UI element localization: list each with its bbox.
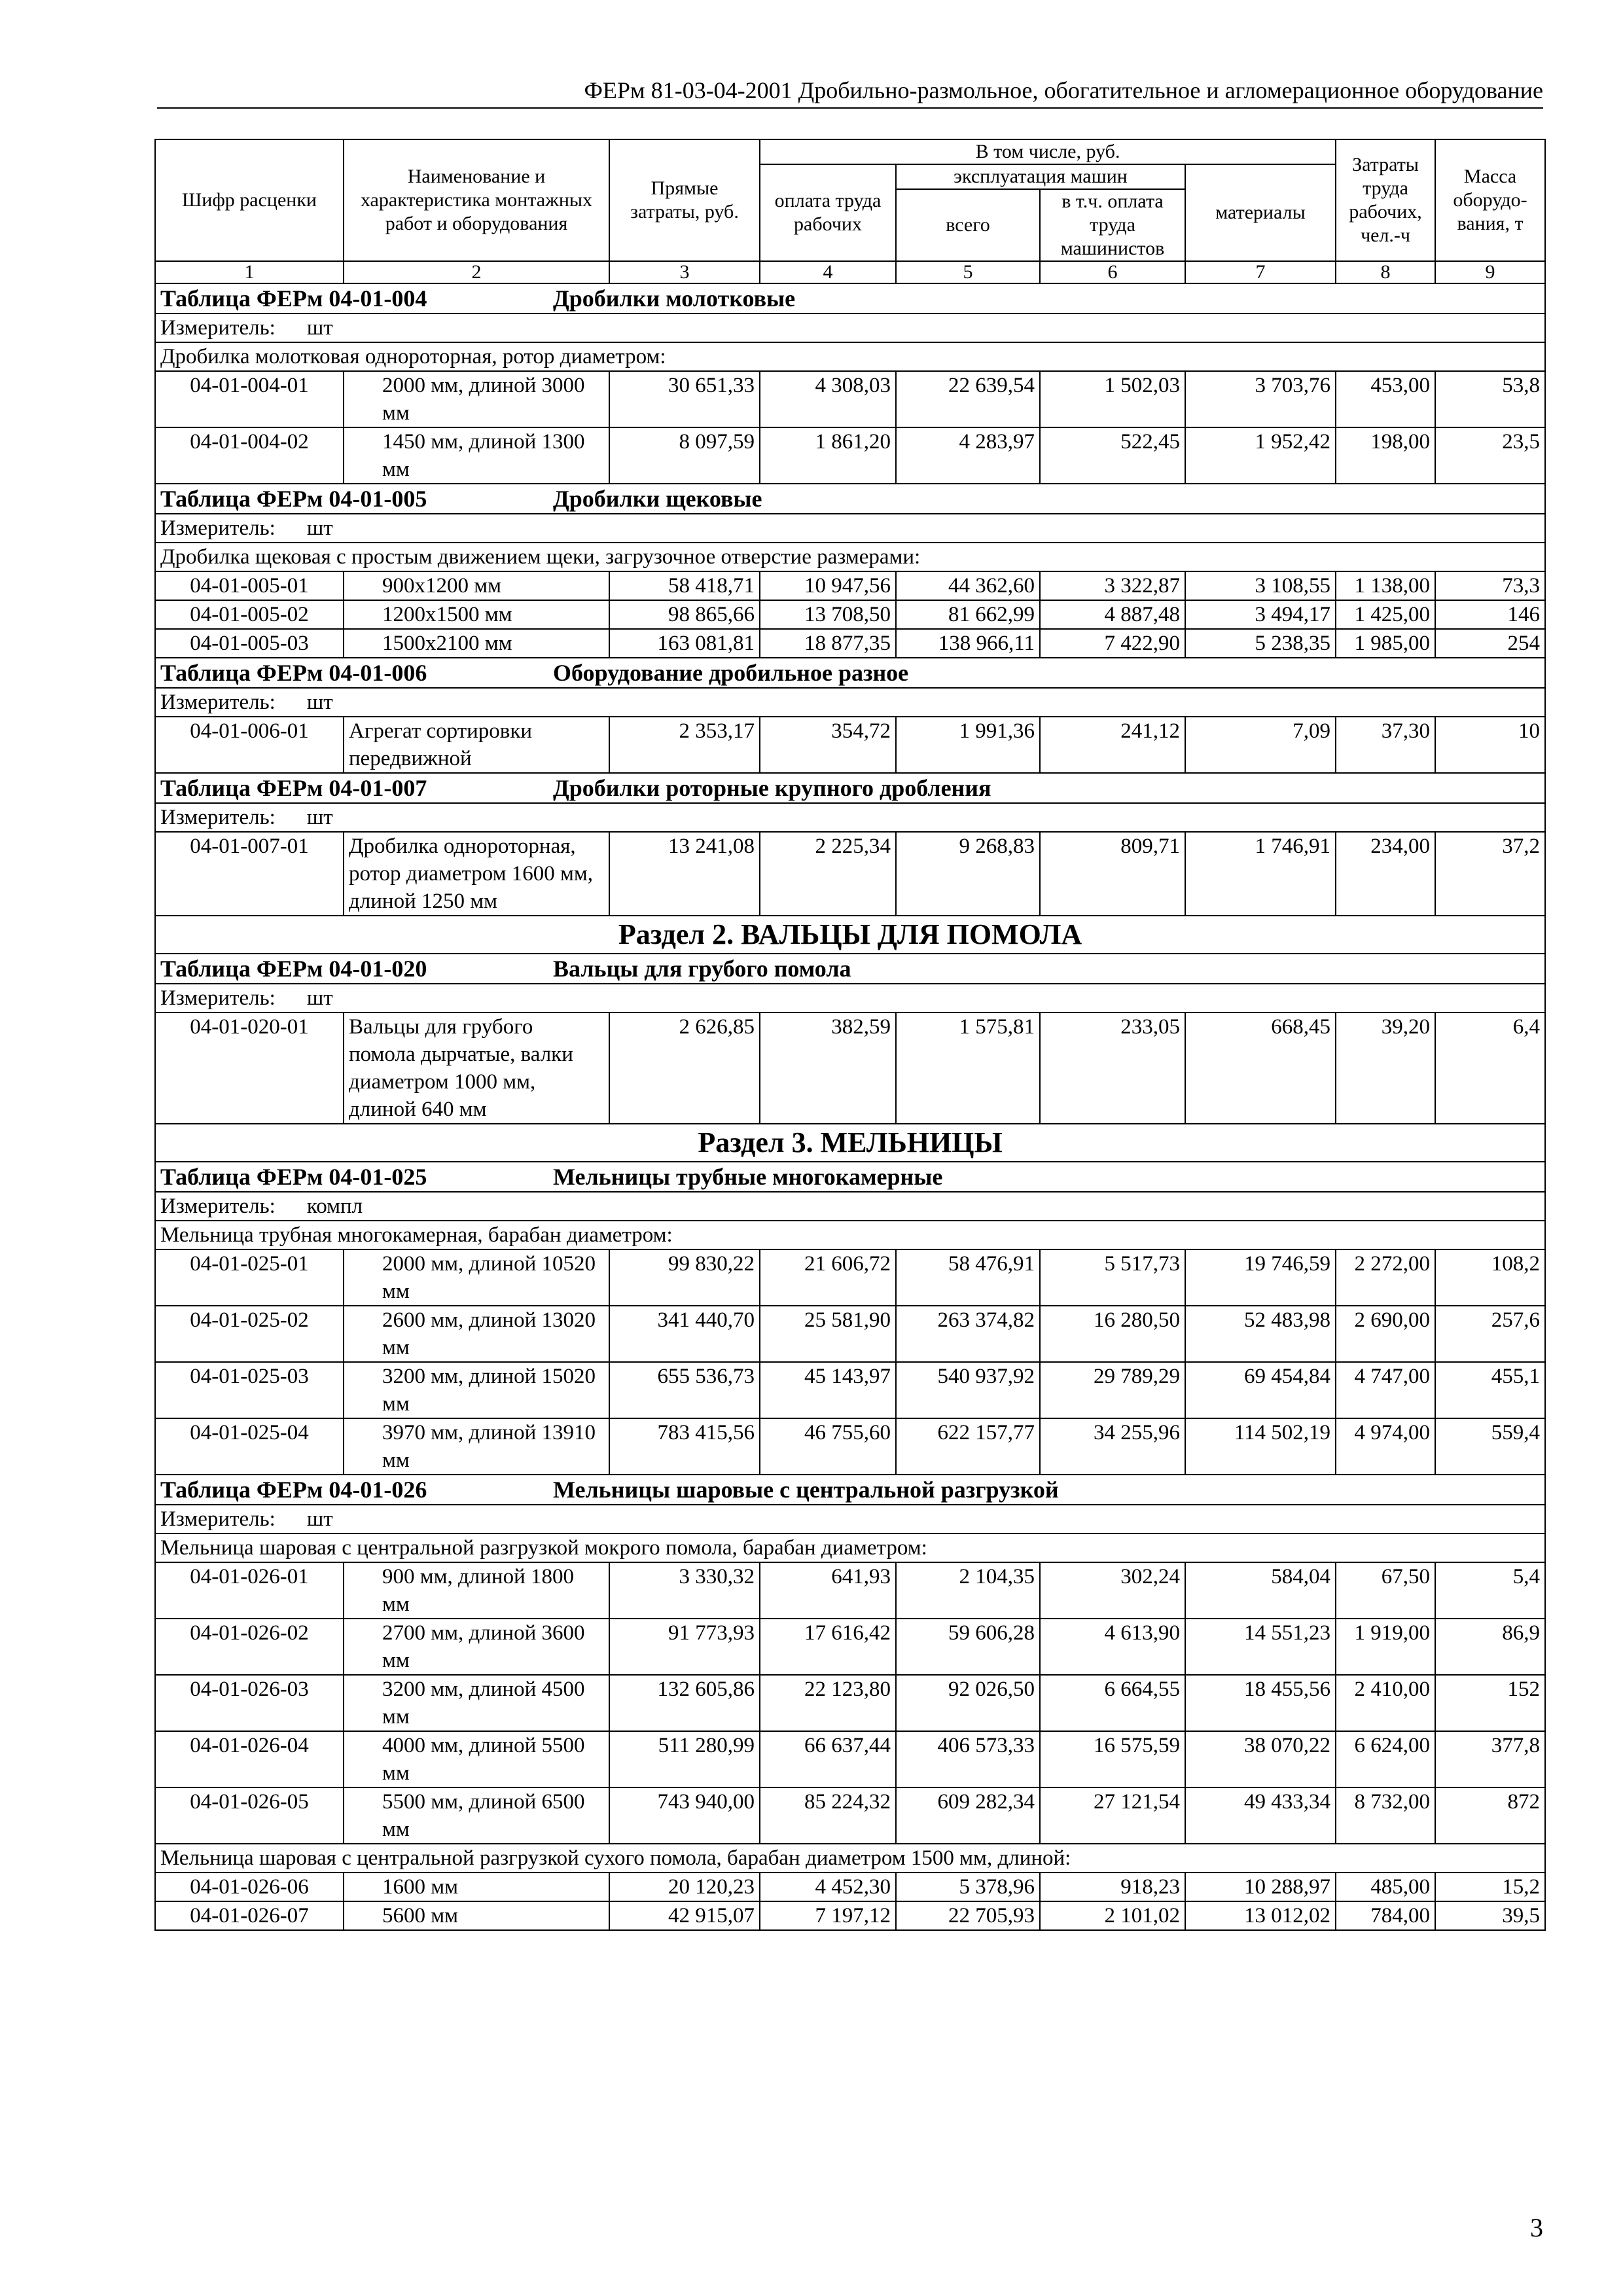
section-row <box>155 1124 1545 1162</box>
measure-label: Измеритель: <box>160 806 276 829</box>
cell-mass: 108,2 <box>1435 1249 1545 1306</box>
cell-wages: 18 877,35 <box>760 629 896 658</box>
cell-materials: 668,45 <box>1185 1013 1336 1124</box>
cell-mass: 152 <box>1435 1675 1545 1731</box>
cell-materials: 1 746,91 <box>1185 832 1336 916</box>
table-row <box>155 571 1545 600</box>
cell-wages: 354,72 <box>760 717 896 773</box>
cell-name: 3200 мм, длиной 4500 мм <box>344 1675 609 1731</box>
cell-direct: 783 415,56 <box>609 1418 760 1475</box>
table-title-row <box>155 1162 1545 1192</box>
cell-code: 04-01-026-07 <box>155 1901 344 1930</box>
cell-machines-total: 4 283,97 <box>896 427 1040 484</box>
cell-direct: 99 830,22 <box>609 1249 760 1306</box>
measure-row <box>155 314 1545 342</box>
col-header-direct: Прямые затраты, руб. <box>609 139 760 261</box>
cell-code: 04-01-026-02 <box>155 1619 344 1675</box>
group-heading: Дробилка щековая с простым движением щеки, загрузочное отверстие размерами: <box>155 543 1545 571</box>
cell-machines-wages: 27 121,54 <box>1040 1787 1185 1844</box>
table-title-cell <box>155 954 1545 984</box>
measure-row <box>155 1192 1545 1221</box>
table-code: Таблица ФЕРм 04-01-007 <box>160 775 427 801</box>
measure-unit: шт <box>306 1507 333 1531</box>
measure-unit: шт <box>306 316 333 340</box>
cell-mass: 146 <box>1435 600 1545 629</box>
cell-name: 1500x2100 мм <box>344 629 609 658</box>
measure-cell <box>155 1505 1545 1534</box>
cell-labor: 1 138,00 <box>1336 571 1435 600</box>
cell-labor: 485,00 <box>1336 1873 1435 1901</box>
cell-mass: 10 <box>1435 717 1545 773</box>
col-header-code: Шифр расценки <box>155 139 344 261</box>
section-row <box>155 916 1545 954</box>
table-row <box>155 1249 1545 1306</box>
cell-machines-wages: 3 322,87 <box>1040 571 1185 600</box>
cell-direct: 341 440,70 <box>609 1306 760 1362</box>
cell-wages: 66 637,44 <box>760 1731 896 1787</box>
cell-machines-total: 1 575,81 <box>896 1013 1040 1124</box>
cell-name: 3200 мм, длиной 15020 мм <box>344 1362 609 1418</box>
cell-code: 04-01-005-03 <box>155 629 344 658</box>
table-title-cell <box>155 1475 1545 1505</box>
measure-row <box>155 688 1545 717</box>
cell-machines-total: 406 573,33 <box>896 1731 1040 1787</box>
table-row <box>155 1562 1545 1619</box>
col-header-name: Наименование и характеристика монтажных работ и оборудования <box>344 139 609 261</box>
cell-machines-total: 59 606,28 <box>896 1619 1040 1675</box>
measure-cell <box>155 688 1545 717</box>
table-title-row <box>155 773 1545 803</box>
table-row <box>155 600 1545 629</box>
cell-machines-wages: 16 575,59 <box>1040 1731 1185 1787</box>
cell-machines-total: 609 282,34 <box>896 1787 1040 1844</box>
group-heading: Мельница трубная многокамерная, барабан диаметром: <box>155 1221 1545 1249</box>
table-title-row <box>155 484 1545 514</box>
cell-labor: 198,00 <box>1336 427 1435 484</box>
table-title-row <box>155 658 1545 688</box>
cell-wages: 85 224,32 <box>760 1787 896 1844</box>
cell-machines-wages: 29 789,29 <box>1040 1362 1185 1418</box>
cell-wages: 1 861,20 <box>760 427 896 484</box>
group-row <box>155 1534 1545 1562</box>
cell-name: 1600 мм <box>344 1873 609 1901</box>
table-row <box>155 1619 1545 1675</box>
column-number: 2 <box>344 261 609 283</box>
cell-materials: 18 455,56 <box>1185 1675 1336 1731</box>
cell-labor: 234,00 <box>1336 832 1435 916</box>
cell-wages: 45 143,97 <box>760 1362 896 1418</box>
measure-row <box>155 514 1545 543</box>
cell-mass: 53,8 <box>1435 371 1545 427</box>
measure-row <box>155 803 1545 832</box>
cell-mass: 5,4 <box>1435 1562 1545 1619</box>
cell-mass: 455,1 <box>1435 1362 1545 1418</box>
cell-wages: 7 197,12 <box>760 1901 896 1930</box>
cell-labor: 39,20 <box>1336 1013 1435 1124</box>
cell-labor: 4 974,00 <box>1336 1418 1435 1475</box>
cell-wages: 46 755,60 <box>760 1418 896 1475</box>
cell-direct: 30 651,33 <box>609 371 760 427</box>
cell-machines-wages: 241,12 <box>1040 717 1185 773</box>
measure-label: Измеритель: <box>160 1194 276 1218</box>
cell-direct: 20 120,23 <box>609 1873 760 1901</box>
cell-materials: 3 703,76 <box>1185 371 1336 427</box>
cell-machines-wages: 4 613,90 <box>1040 1619 1185 1675</box>
rates-table <box>154 139 1546 1931</box>
cell-machines-total: 5 378,96 <box>896 1873 1040 1901</box>
table-body <box>155 283 1545 1930</box>
cell-labor: 2 272,00 <box>1336 1249 1435 1306</box>
table-row <box>155 1362 1545 1418</box>
cell-labor: 453,00 <box>1336 371 1435 427</box>
column-numbers-row <box>155 261 1545 283</box>
cell-materials: 69 454,84 <box>1185 1362 1336 1418</box>
measure-row <box>155 1505 1545 1534</box>
measure-label: Измеритель: <box>160 516 276 540</box>
table-code: Таблица ФЕРм 04-01-020 <box>160 956 427 982</box>
cell-direct: 2 353,17 <box>609 717 760 773</box>
cell-machines-wages: 302,24 <box>1040 1562 1185 1619</box>
cell-machines-wages: 6 664,55 <box>1040 1675 1185 1731</box>
cell-materials: 114 502,19 <box>1185 1418 1336 1475</box>
table-row <box>155 1873 1545 1901</box>
cell-direct: 2 626,85 <box>609 1013 760 1124</box>
col-header-incl-wages: в т.ч. оплата труда машинистов <box>1040 189 1185 261</box>
cell-materials: 52 483,98 <box>1185 1306 1336 1362</box>
table-title-row <box>155 954 1545 984</box>
cell-direct: 13 241,08 <box>609 832 760 916</box>
cell-materials: 49 433,34 <box>1185 1787 1336 1844</box>
cell-name: Дробилка однороторная, ротор диаметром 1600 мм, длиной 1250 мм <box>344 832 609 916</box>
table-title-cell <box>155 773 1545 803</box>
cell-code: 04-01-025-03 <box>155 1362 344 1418</box>
cell-machines-wages: 809,71 <box>1040 832 1185 916</box>
cell-mass: 73,3 <box>1435 571 1545 600</box>
cell-name: 2000 мм, длиной 10520 мм <box>344 1249 609 1306</box>
cell-direct: 98 865,66 <box>609 600 760 629</box>
cell-direct: 8 097,59 <box>609 427 760 484</box>
cell-name: Вальцы для грубого помола дырчатые, валки диаметром 1000 мм, длиной 640 мм <box>344 1013 609 1124</box>
group-heading: Мельница шаровая с центральной разгрузкой мокрого помола, барабан диаметром: <box>155 1534 1545 1562</box>
cell-code: 04-01-020-01 <box>155 1013 344 1124</box>
cell-labor: 1 919,00 <box>1336 1619 1435 1675</box>
col-header-incl: В том числе, руб. <box>760 139 1336 164</box>
cell-direct: 91 773,93 <box>609 1619 760 1675</box>
cell-materials: 1 952,42 <box>1185 427 1336 484</box>
group-heading: Дробилка молотковая однороторная, ротор диаметром: <box>155 342 1545 371</box>
cell-name: 2700 мм, длиной 3600 мм <box>344 1619 609 1675</box>
col-header-wages: оплата труда рабочих <box>760 164 896 261</box>
cell-materials: 13 012,02 <box>1185 1901 1336 1930</box>
cell-mass: 15,2 <box>1435 1873 1545 1901</box>
cell-machines-total: 2 104,35 <box>896 1562 1040 1619</box>
cell-machines-wages: 7 422,90 <box>1040 629 1185 658</box>
measure-unit: шт <box>306 516 333 540</box>
table-title-cell <box>155 658 1545 688</box>
cell-code: 04-01-026-05 <box>155 1787 344 1844</box>
cell-direct: 58 418,71 <box>609 571 760 600</box>
cell-machines-wages: 34 255,96 <box>1040 1418 1185 1475</box>
column-number: 9 <box>1435 261 1545 283</box>
cell-materials: 7,09 <box>1185 717 1336 773</box>
col-header-labor: Затраты труда рабочих, чел.-ч <box>1336 139 1435 261</box>
measure-unit: шт <box>306 986 333 1010</box>
column-number: 4 <box>760 261 896 283</box>
group-row <box>155 543 1545 571</box>
cell-name: Агрегат сортировки передвижной <box>344 717 609 773</box>
cell-machines-total: 540 937,92 <box>896 1362 1040 1418</box>
table-title: Дробилки щековые <box>553 486 762 512</box>
measure-label: Измеритель: <box>160 1507 276 1531</box>
cell-materials: 3 108,55 <box>1185 571 1336 600</box>
table-title: Дробилки роторные крупного дробления <box>553 775 991 801</box>
cell-materials: 5 238,35 <box>1185 629 1336 658</box>
cell-code: 04-01-026-03 <box>155 1675 344 1731</box>
table-row <box>155 1787 1545 1844</box>
cell-machines-total: 22 639,54 <box>896 371 1040 427</box>
table-code: Таблица ФЕРм 04-01-006 <box>160 660 427 686</box>
cell-name: 5500 мм, длиной 6500 мм <box>344 1787 609 1844</box>
cell-machines-total: 138 966,11 <box>896 629 1040 658</box>
table-row <box>155 1901 1545 1930</box>
section-heading: Раздел 2. ВАЛЬЦЫ ДЛЯ ПОМОЛА <box>155 916 1545 954</box>
cell-code: 04-01-025-01 <box>155 1249 344 1306</box>
measure-cell <box>155 984 1545 1013</box>
cell-labor: 1 425,00 <box>1336 600 1435 629</box>
measure-label: Измеритель: <box>160 691 276 714</box>
table-row <box>155 832 1545 916</box>
cell-direct: 743 940,00 <box>609 1787 760 1844</box>
col-header-total: всего <box>896 189 1040 261</box>
column-number: 1 <box>155 261 344 283</box>
cell-code: 04-01-006-01 <box>155 717 344 773</box>
cell-machines-total: 92 026,50 <box>896 1675 1040 1731</box>
cell-direct: 132 605,86 <box>609 1675 760 1731</box>
cell-mass: 257,6 <box>1435 1306 1545 1362</box>
cell-mass: 86,9 <box>1435 1619 1545 1675</box>
measure-unit: шт <box>306 806 333 829</box>
cell-name: 5600 мм <box>344 1901 609 1930</box>
measure-label: Измеритель: <box>160 986 276 1010</box>
cell-labor: 784,00 <box>1336 1901 1435 1930</box>
cell-wages: 10 947,56 <box>760 571 896 600</box>
group-row <box>155 1844 1545 1873</box>
cell-machines-total: 44 362,60 <box>896 571 1040 600</box>
cell-machines-wages: 4 887,48 <box>1040 600 1185 629</box>
column-number: 3 <box>609 261 760 283</box>
cell-code: 04-01-004-01 <box>155 371 344 427</box>
table-code: Таблица ФЕРм 04-01-004 <box>160 285 427 312</box>
table-row <box>155 1731 1545 1787</box>
cell-labor: 67,50 <box>1336 1562 1435 1619</box>
page-number: 3 <box>1530 2213 1543 2242</box>
table-title-row <box>155 283 1545 314</box>
section-heading: Раздел 3. МЕЛЬНИЦЫ <box>155 1124 1545 1162</box>
column-number: 6 <box>1040 261 1185 283</box>
cell-mass: 23,5 <box>1435 427 1545 484</box>
cell-direct: 42 915,07 <box>609 1901 760 1930</box>
cell-labor: 37,30 <box>1336 717 1435 773</box>
cell-labor: 8 732,00 <box>1336 1787 1435 1844</box>
cell-machines-total: 9 268,83 <box>896 832 1040 916</box>
table-title: Мельницы шаровые с центральной разгрузкой <box>553 1477 1059 1503</box>
table-header <box>155 139 1545 283</box>
measure-cell <box>155 1192 1545 1221</box>
table-row <box>155 1675 1545 1731</box>
table-row <box>155 717 1545 773</box>
cell-direct: 655 536,73 <box>609 1362 760 1418</box>
table-title: Оборудование дробильное разное <box>553 660 909 686</box>
group-heading: Мельница шаровая с центральной разгрузкой сухого помола, барабан диаметром 1500 мм, длиной: <box>155 1844 1545 1873</box>
cell-code: 04-01-025-04 <box>155 1418 344 1475</box>
group-row <box>155 342 1545 371</box>
column-number: 8 <box>1336 261 1435 283</box>
cell-mass: 39,5 <box>1435 1901 1545 1930</box>
cell-labor: 2 690,00 <box>1336 1306 1435 1362</box>
table-title: Вальцы для грубого помола <box>553 956 851 982</box>
cell-direct: 3 330,32 <box>609 1562 760 1619</box>
cell-code: 04-01-007-01 <box>155 832 344 916</box>
cell-wages: 4 452,30 <box>760 1873 896 1901</box>
cell-machines-wages: 918,23 <box>1040 1873 1185 1901</box>
cell-mass: 377,8 <box>1435 1731 1545 1787</box>
cell-name: 4000 мм, длиной 5500 мм <box>344 1731 609 1787</box>
table-row <box>155 371 1545 427</box>
cell-code: 04-01-005-01 <box>155 571 344 600</box>
table-row <box>155 629 1545 658</box>
column-number: 7 <box>1185 261 1336 283</box>
measure-cell <box>155 314 1545 342</box>
measure-unit: шт <box>306 691 333 714</box>
table-title-cell <box>155 484 1545 514</box>
cell-name: 1200x1500 мм <box>344 600 609 629</box>
table-code: Таблица ФЕРм 04-01-025 <box>160 1164 427 1190</box>
col-header-materials: материалы <box>1185 164 1336 261</box>
page-header: ФЕРм 81-03-04-2001 Дробильно-размольное, обогатительное и агломерационное оборудование <box>157 73 1543 109</box>
cell-machines-wages: 1 502,03 <box>1040 371 1185 427</box>
cell-wages: 4 308,03 <box>760 371 896 427</box>
cell-direct: 163 081,81 <box>609 629 760 658</box>
measure-label: Измеритель: <box>160 316 276 340</box>
col-header-machines: эксплуатация машин <box>896 164 1185 189</box>
table-row <box>155 1306 1545 1362</box>
table-title: Дробилки молотковые <box>553 285 796 312</box>
cell-mass: 559,4 <box>1435 1418 1545 1475</box>
table-row <box>155 1013 1545 1124</box>
table-row <box>155 427 1545 484</box>
cell-machines-wages: 233,05 <box>1040 1013 1185 1124</box>
cell-name: 2000 мм, длиной 3000 мм <box>344 371 609 427</box>
cell-materials: 38 070,22 <box>1185 1731 1336 1787</box>
cell-mass: 6,4 <box>1435 1013 1545 1124</box>
cell-machines-wages: 522,45 <box>1040 427 1185 484</box>
cell-code: 04-01-026-01 <box>155 1562 344 1619</box>
cell-direct: 511 280,99 <box>609 1731 760 1787</box>
table-title-row <box>155 1475 1545 1505</box>
cell-machines-total: 81 662,99 <box>896 600 1040 629</box>
cell-machines-wages: 2 101,02 <box>1040 1901 1185 1930</box>
cell-materials: 10 288,97 <box>1185 1873 1336 1901</box>
table-row <box>155 1418 1545 1475</box>
cell-wages: 2 225,34 <box>760 832 896 916</box>
cell-code: 04-01-005-02 <box>155 600 344 629</box>
cell-name: 1450 мм, длиной 1300 мм <box>344 427 609 484</box>
cell-machines-total: 58 476,91 <box>896 1249 1040 1306</box>
cell-wages: 382,59 <box>760 1013 896 1124</box>
table-title-cell <box>155 1162 1545 1192</box>
measure-cell <box>155 803 1545 832</box>
table-code: Таблица ФЕРм 04-01-005 <box>160 486 427 512</box>
cell-code: 04-01-025-02 <box>155 1306 344 1362</box>
cell-machines-total: 622 157,77 <box>896 1418 1040 1475</box>
cell-materials: 14 551,23 <box>1185 1619 1336 1675</box>
cell-machines-wages: 16 280,50 <box>1040 1306 1185 1362</box>
cell-wages: 25 581,90 <box>760 1306 896 1362</box>
cell-wages: 21 606,72 <box>760 1249 896 1306</box>
cell-wages: 13 708,50 <box>760 600 896 629</box>
cell-labor: 2 410,00 <box>1336 1675 1435 1731</box>
cell-name: 3970 мм, длиной 13910 мм <box>344 1418 609 1475</box>
measure-row <box>155 984 1545 1013</box>
measure-cell <box>155 514 1545 543</box>
cell-labor: 6 624,00 <box>1336 1731 1435 1787</box>
cell-mass: 37,2 <box>1435 832 1545 916</box>
cell-materials: 3 494,17 <box>1185 600 1336 629</box>
cell-materials: 584,04 <box>1185 1562 1336 1619</box>
cell-wages: 22 123,80 <box>760 1675 896 1731</box>
cell-wages: 17 616,42 <box>760 1619 896 1675</box>
cell-wages: 641,93 <box>760 1562 896 1619</box>
cell-machines-total: 22 705,93 <box>896 1901 1040 1930</box>
cell-labor: 4 747,00 <box>1336 1362 1435 1418</box>
table-title-cell <box>155 283 1545 314</box>
measure-unit: компл <box>306 1194 363 1218</box>
cell-mass: 254 <box>1435 629 1545 658</box>
cell-machines-total: 263 374,82 <box>896 1306 1040 1362</box>
cell-name: 2600 мм, длиной 13020 мм <box>344 1306 609 1362</box>
table-title: Мельницы трубные многокамерные <box>553 1164 943 1190</box>
table-code: Таблица ФЕРм 04-01-026 <box>160 1477 427 1503</box>
cell-machines-wages: 5 517,73 <box>1040 1249 1185 1306</box>
cell-mass: 872 <box>1435 1787 1545 1844</box>
group-row <box>155 1221 1545 1249</box>
col-header-mass: Масса оборудо-вания, т <box>1435 139 1545 261</box>
cell-labor: 1 985,00 <box>1336 629 1435 658</box>
cell-code: 04-01-004-02 <box>155 427 344 484</box>
cell-name: 900x1200 мм <box>344 571 609 600</box>
column-number: 5 <box>896 261 1040 283</box>
cell-name: 900 мм, длиной 1800 мм <box>344 1562 609 1619</box>
cell-materials: 19 746,59 <box>1185 1249 1336 1306</box>
cell-code: 04-01-026-04 <box>155 1731 344 1787</box>
cell-code: 04-01-026-06 <box>155 1873 344 1901</box>
cell-machines-total: 1 991,36 <box>896 717 1040 773</box>
